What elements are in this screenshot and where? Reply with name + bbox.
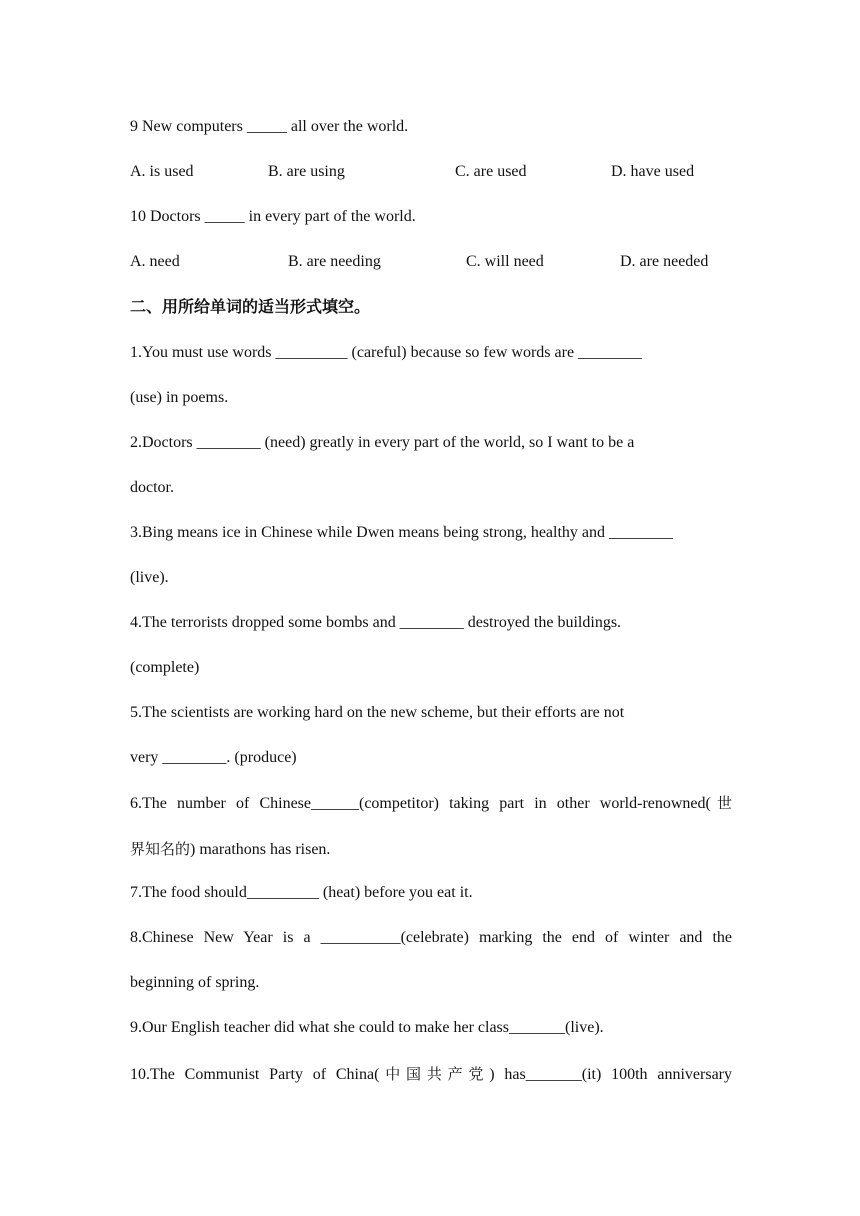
mc-question-10: 10 Doctors _____ in every part of the world.	[130, 208, 416, 225]
fill-item-6-cjk-gloss: 界知名的	[130, 840, 191, 858]
fill-item-9-line-1: 9.Our English teacher did what she could to make her class_______(live).	[130, 1019, 604, 1036]
mc-question-9: 9 New computers _____ all over the world.	[130, 118, 409, 135]
fill-item-10-text: 10.The Communist Party of China(	[130, 1066, 380, 1083]
mc-9-option-b: B. are using	[268, 163, 345, 180]
fill-item-8-line-2: beginning of spring.	[130, 974, 260, 991]
fill-item-5-line-1: 5.The scientists are working hard on the new scheme, but their efforts are not	[130, 704, 625, 721]
fill-item-6-text: 6.The number of Chinese______(competitor) taking part in other world-renowned(	[130, 795, 711, 812]
fill-item-6-line-1	[130, 793, 732, 814]
fill-item-4-line-1: 4.The terrorists dropped some bombs and ________ destroyed the buildings.	[130, 614, 622, 631]
mc-10-option-d: D. are needed	[620, 253, 709, 270]
fill-item-7-line-1: 7.The food should_________ (heat) before you eat it.	[130, 884, 473, 901]
mc-10-option-a: A. need	[130, 253, 180, 270]
fill-item-3-line-2: (live).	[130, 569, 169, 586]
fill-item-5-line-2: very ________. (produce)	[130, 749, 297, 766]
mc-9-option-a: A. is used	[130, 163, 194, 180]
mc-10-option-c: C. will need	[466, 253, 544, 270]
fill-item-6-line-2	[130, 839, 330, 860]
fill-item-6-text-end: ) marathons has risen.	[190, 841, 331, 858]
mc-10-option-b: B. are needing	[288, 253, 381, 270]
fill-item-3-line-1: 3.Bing means ice in Chinese while Dwen means being strong, healthy and ________	[130, 524, 674, 541]
fill-item-2-line-2: doctor.	[130, 479, 174, 496]
fill-item-10-cjk: 中国共产党	[379, 1065, 490, 1083]
fill-item-8-line-1: 8.Chinese New Year is a __________(celebrate) marking the end of winter and the	[130, 929, 732, 946]
fill-item-1-line-1: 1.You must use words _________ (careful) because so few words are ________	[130, 344, 643, 361]
fill-item-1-line-2: (use) in poems.	[130, 389, 229, 406]
document-page	[130, 0, 732, 1216]
mc-9-option-d: D. have used	[611, 163, 695, 180]
fill-item-10-line-1	[130, 1064, 732, 1085]
fill-item-4-line-2: (complete)	[130, 659, 200, 676]
fill-item-10-text-end: ) has_______(it) 100th anniversary	[489, 1066, 733, 1083]
section-heading: 二、用所给单词的适当形式填空。	[130, 297, 371, 316]
fill-item-2-line-1: 2.Doctors ________ (need) greatly in every part of the world, so I want to be a	[130, 434, 635, 451]
fill-item-6-cjk: 世	[710, 794, 732, 812]
mc-9-option-c: C. are used	[455, 163, 527, 180]
